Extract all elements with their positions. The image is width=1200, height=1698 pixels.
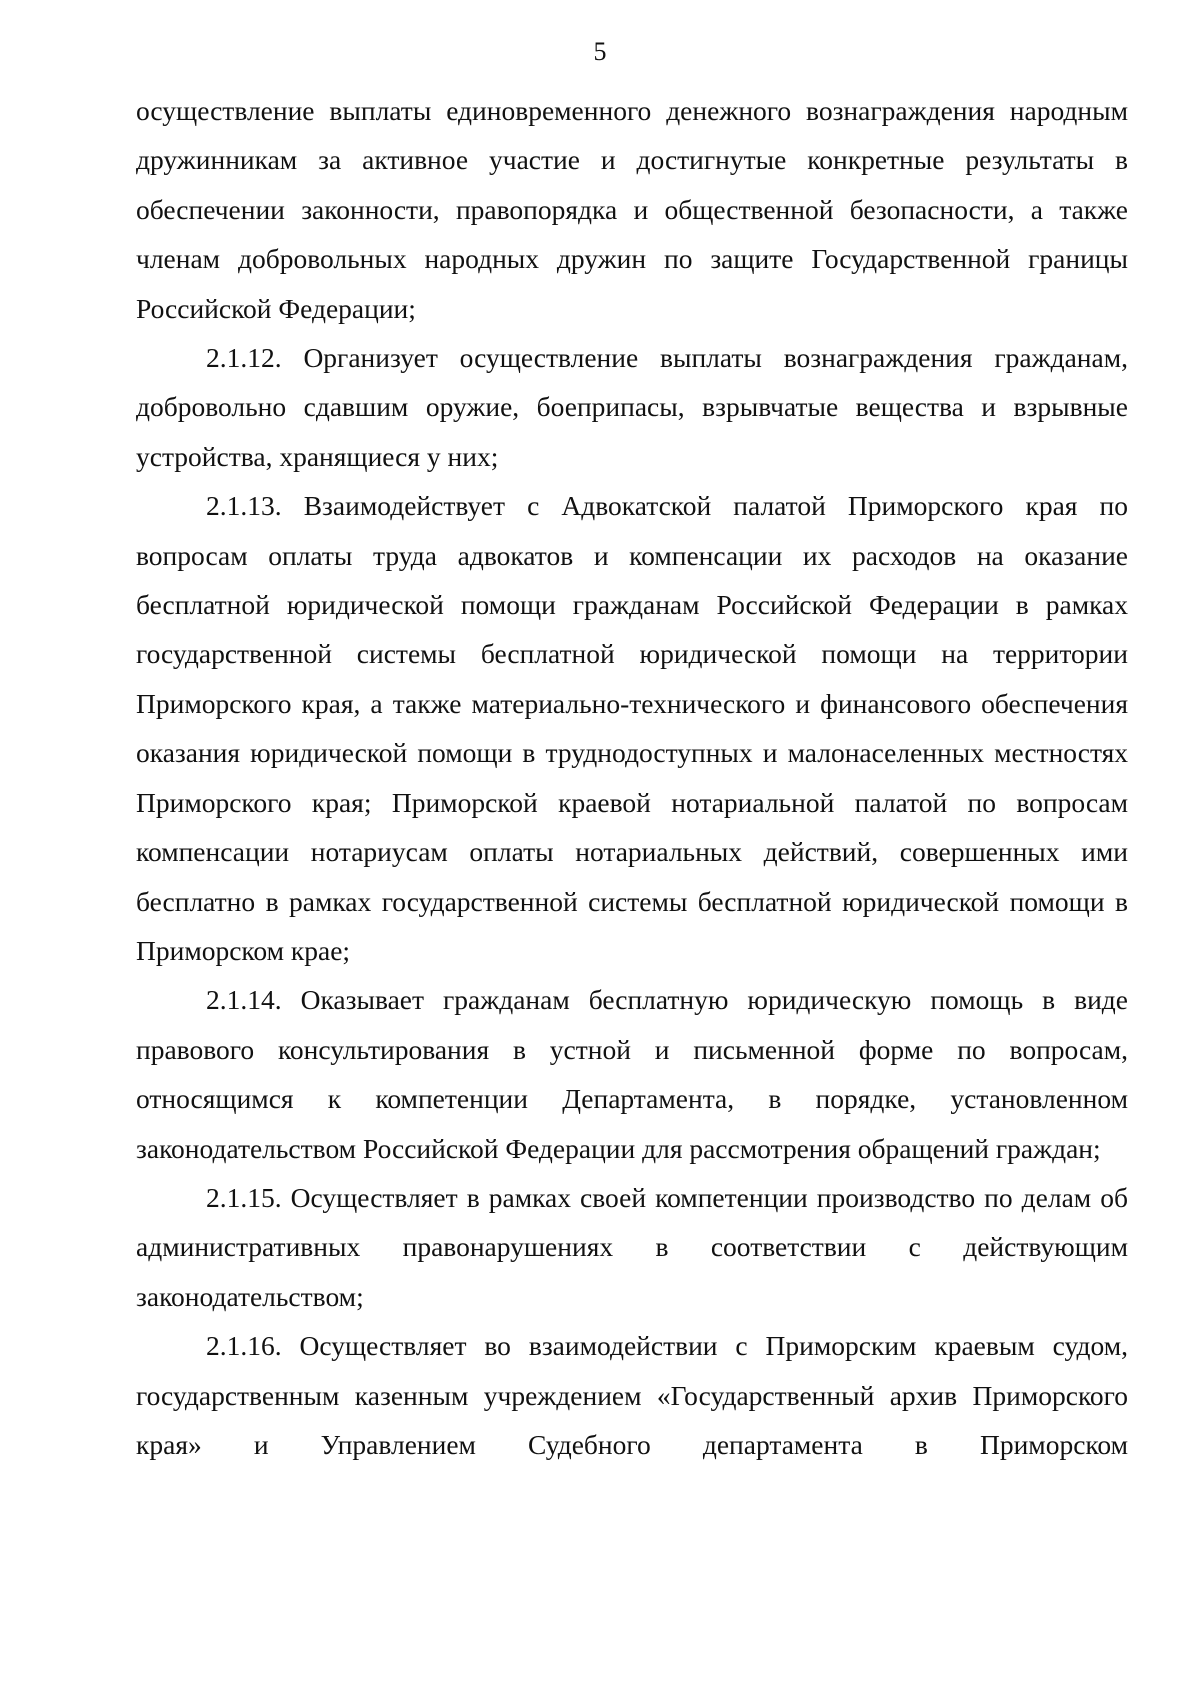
paragraph-continuation: осуществление выплаты единовременного денежного вознаграждения народным дружинникам за активное участие и достигнутые конкретные результаты в обеспечении законности, правопорядка и общественной безопасности, а также членам добровольных народных дружин по защите Государственной границы Российской Федерации;: [136, 95, 1128, 324]
paragraph-2-1-16: 2.1.16. Осуществляет во взаимодействии с Приморским краевым судом, государственным казенным учреждением «Государственный архив Приморского края» и Управлением Судебного департамента в Приморском: [136, 1330, 1128, 1460]
paragraph-2-1-12: 2.1.12. Организует осуществление выплаты вознаграждения гражданам, добровольно сдавшим оружие, боеприпасы, взрывчатые вещества и взрывные устройства, хранящиеся у них;: [136, 342, 1128, 472]
document-body: [136, 86, 1128, 1469]
paragraph-2-1-13: 2.1.13. Взаимодействует с Адвокатской палатой Приморского края по вопросам оплаты труда адвокатов и компенсации их расходов на оказание бесплатной юридической помощи гражданам Российской Федерации в рамках государственной системы бесплатной юридической помощи на территории Приморского края, а также материально-технического и финансового обеспечения оказания юридической помощи в труднодоступных и малонаселенных местностях Приморского края; Приморской краевой нотариальной палатой по вопросам компенсации нотариусам оплаты нотариальных действий, совершенных ими бесплатно в рамках государственной системы бесплатной юридической помощи в Приморском крае;: [136, 490, 1128, 966]
paragraph-2-1-14: 2.1.14. Оказывает гражданам бесплатную юридическую помощь в виде правового консультирования в устной и письменной форме по вопросам, относящимся к компетенции Департамента, в порядке, установленном законодательством Российской Федерации для рассмотрения обращений граждан;: [136, 984, 1128, 1164]
page-number: 5: [593, 37, 607, 66]
paragraph-2-1-15: 2.1.15. Осуществляет в рамках своей компетенции производство по делам об административных правонарушениях в соответствии с действующим законодательством;: [136, 1181, 1128, 1312]
